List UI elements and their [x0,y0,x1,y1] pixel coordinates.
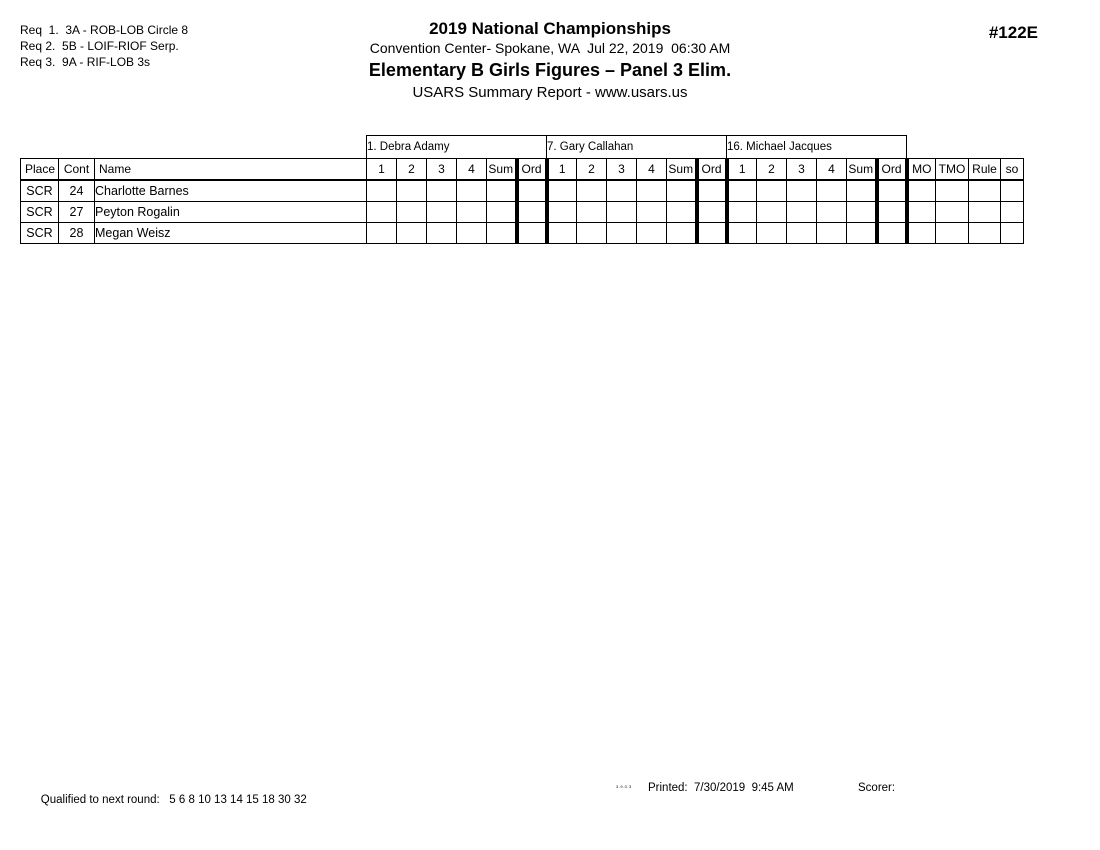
cell-j1-2[interactable] [397,180,427,202]
cell-j3-1[interactable] [727,223,757,244]
table-row[interactable] [21,180,1024,202]
judge-header-2: 7. Gary Callahan [547,136,727,159]
cell-j2-1[interactable] [547,180,577,202]
cell-j1-3[interactable] [427,180,457,202]
cell-j2-1[interactable] [547,202,577,223]
band-spacer-rule [969,136,1001,159]
qualified-line [28,782,307,818]
header-j3-1: 1 [727,159,757,181]
header-mo: MO [907,159,936,181]
cell-j1-1[interactable] [367,180,397,202]
cell-j1-4[interactable] [457,180,487,202]
header-place: Place [21,159,59,181]
band-spacer-name [95,136,367,159]
cell-tmo[interactable] [936,180,969,202]
cell-j1-3[interactable] [427,223,457,244]
cell-cont: 28 [59,223,95,244]
cell-j1-3[interactable] [427,202,457,223]
cell-j2-4[interactable] [637,202,667,223]
scorer-label: Scorer: [858,782,896,794]
report-subtitle: USARS Summary Report - www.usars.us [412,84,688,101]
cell-j3-3[interactable] [787,202,817,223]
version-stamp: 3.9.0.3 [616,784,632,789]
cell-j3-4[interactable] [817,223,847,244]
event-title: Elementary B Girls Figures – Panel 3 Elim. [368,60,732,80]
cell-j2-3[interactable] [607,202,637,223]
cell-j3-sum [847,223,877,244]
header-so: so [1001,159,1024,181]
cell-j2-2[interactable] [577,223,607,244]
cell-tmo[interactable] [936,202,969,223]
cell-cont: 27 [59,202,95,223]
band-spacer-place [21,136,59,159]
cell-tmo[interactable] [936,223,969,244]
cell-j2-4[interactable] [637,223,667,244]
cell-so[interactable] [1001,223,1024,244]
requirement-line-2: Req 2. 5B - LOIF-RIOF Serp. [20,39,179,53]
cell-rule[interactable] [969,202,1001,223]
cell-rule[interactable] [969,223,1001,244]
cell-j3-3[interactable] [787,223,817,244]
cell-j3-ord [877,223,907,244]
requirement-line-3: Req 3. 9A - RIF-LOB 3s [20,55,151,69]
cell-j2-3[interactable] [607,223,637,244]
qualified-numbers: 5 6 8 10 13 14 15 18 30 32 [169,794,307,806]
cell-so[interactable] [1001,180,1024,202]
cell-j2-sum [667,180,697,202]
venue-datetime: Convention Center- Spokane, WA Jul 22, 2019 06:30 AM [369,40,731,56]
event-number-badge: #122E [988,23,1038,42]
cell-j3-1[interactable] [727,202,757,223]
cell-j2-sum [667,223,697,244]
cell-j3-1[interactable] [727,180,757,202]
band-spacer-mo [907,136,936,159]
header-j3-3: 3 [787,159,817,181]
cell-so[interactable] [1001,202,1024,223]
cell-mo[interactable] [907,202,936,223]
band-spacer-cont [59,136,95,159]
header-j1-4: 4 [457,159,487,181]
cell-j1-sum [487,202,517,223]
cell-j1-2[interactable] [397,202,427,223]
cell-j2-4[interactable] [637,180,667,202]
table-row[interactable] [21,223,1024,244]
header-rule: Rule [969,159,1001,181]
cell-j2-ord [697,202,727,223]
header-j2-3: 3 [607,159,637,181]
cell-name: Megan Weisz [95,223,367,244]
cell-j3-3[interactable] [787,180,817,202]
cell-j1-ord [517,180,547,202]
cell-place: SCR [21,223,59,244]
cell-j3-2[interactable] [757,202,787,223]
cell-j3-2[interactable] [757,180,787,202]
header-j2-ord: Ord [697,159,727,181]
cell-j2-1[interactable] [547,223,577,244]
band-spacer-tmo [936,136,969,159]
cell-j3-2[interactable] [757,223,787,244]
header-j1-1: 1 [367,159,397,181]
judge-header-1: 1. Debra Adamy [367,136,547,159]
header-j2-sum: Sum [667,159,697,181]
printed-timestamp: Printed: 7/30/2019 9:45 AM [648,782,794,794]
cell-j1-ord [517,223,547,244]
cell-j3-4[interactable] [817,202,847,223]
requirement-line-1: Req 1. 3A - ROB-LOB Circle 8 [20,23,189,37]
championship-title: 2019 National Championships [429,19,671,38]
cell-name: Peyton Rogalin [95,202,367,223]
cell-mo[interactable] [907,180,936,202]
qualified-label: Qualified to next round: [40,794,160,806]
header-j2-4: 4 [637,159,667,181]
report-footer [0,782,1100,806]
cell-j1-4[interactable] [457,223,487,244]
cell-j3-ord [877,180,907,202]
cell-j2-ord [697,223,727,244]
header-cont: Cont [59,159,95,181]
score-table [20,135,1024,244]
header-j3-sum: Sum [847,159,877,181]
header-j2-1: 1 [547,159,577,181]
cell-cont: 24 [59,180,95,202]
header-name: Name [95,159,367,181]
judge-name-band [21,136,1024,159]
header-j1-sum: Sum [487,159,517,181]
cell-name: Charlotte Barnes [95,180,367,202]
cell-j3-sum [847,180,877,202]
cell-mo[interactable] [907,223,936,244]
cell-j1-2[interactable] [397,223,427,244]
column-header-row [21,159,1024,181]
cell-j2-3[interactable] [607,180,637,202]
cell-place: SCR [21,202,59,223]
cell-j1-1[interactable] [367,202,397,223]
header-j3-2: 2 [757,159,787,181]
judge-header-3: 16. Michael Jacques [727,136,907,159]
cell-j3-4[interactable] [817,180,847,202]
cell-j2-2[interactable] [577,202,607,223]
header-j3-4: 4 [817,159,847,181]
header-j2-2: 2 [577,159,607,181]
cell-j1-4[interactable] [457,202,487,223]
cell-j1-ord [517,202,547,223]
cell-j3-sum [847,202,877,223]
report-header [0,18,1100,104]
cell-rule[interactable] [969,180,1001,202]
table-row[interactable] [21,202,1024,223]
cell-j1-sum [487,223,517,244]
cell-j2-2[interactable] [577,180,607,202]
header-j1-2: 2 [397,159,427,181]
cell-j2-sum [667,202,697,223]
cell-j3-ord [877,202,907,223]
cell-j1-1[interactable] [367,223,397,244]
band-spacer-so [1001,136,1024,159]
score-sheet [20,135,1024,244]
cell-j1-sum [487,180,517,202]
cell-place: SCR [21,180,59,202]
header-j1-3: 3 [427,159,457,181]
header-tmo: TMO [936,159,969,181]
header-j3-ord: Ord [877,159,907,181]
header-j1-ord: Ord [517,159,547,181]
cell-j2-ord [697,180,727,202]
